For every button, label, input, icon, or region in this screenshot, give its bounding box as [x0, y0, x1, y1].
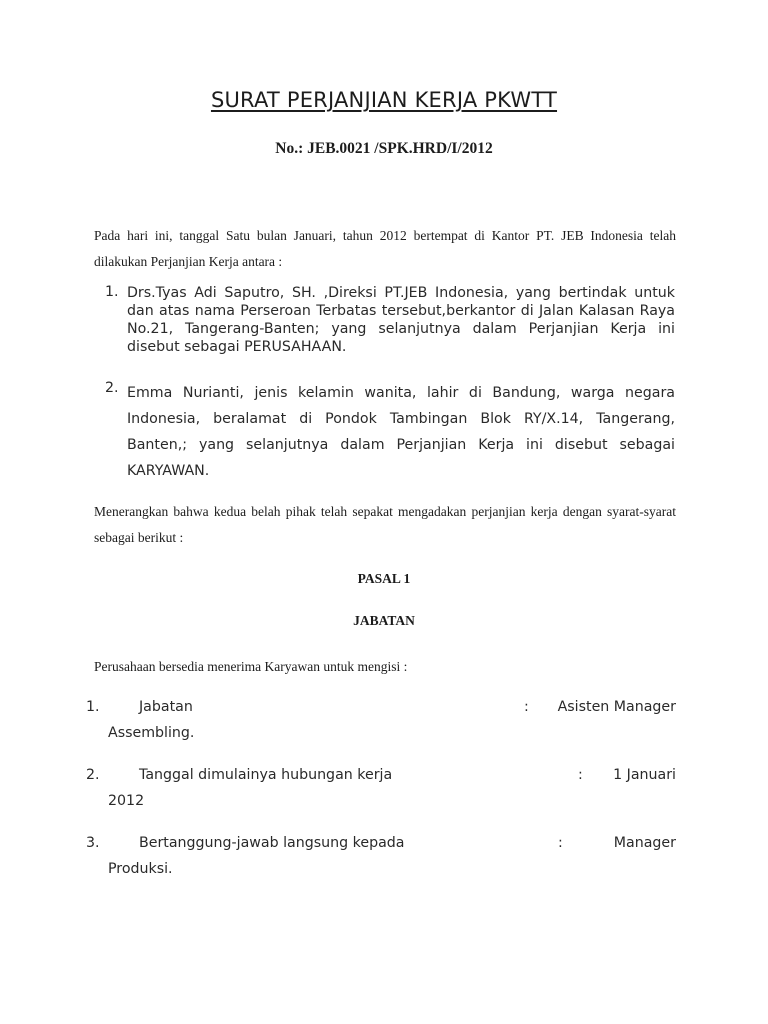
party-number: 2. — [105, 380, 119, 396]
term-value-continued: 2012 — [108, 793, 145, 809]
term-number: 1. — [86, 699, 100, 715]
term-label: Bertanggung-jawab langsung kepada — [139, 835, 405, 851]
article-heading: JABATAN — [353, 613, 415, 628]
term-value: Manager — [613, 835, 676, 851]
term-value-continued: Produksi. — [108, 861, 173, 877]
article-number: PASAL 1 — [357, 571, 411, 586]
opening-paragraph: Pada hari ini, tanggal Satu bulan Januari, tahun 2012 bertempat di Kantor PT. JEB Indonesia telah dilakukan Perjanjian Kerja antara : — [94, 228, 676, 269]
agreement-paragraph: Menerangkan bahwa kedua belah pihak telah sepakat mengadakan perjanjian kerja dengan syarat-syarat sebagai berikut : — [94, 504, 676, 545]
term-label: Tanggal dimulainya hubungan kerja — [139, 767, 393, 783]
term-value: Asisten Manager — [557, 699, 676, 715]
party-text: Drs.Tyas Adi Saputro, SH. ,Direksi PT.JEB Indonesia, yang bertindak untuk dan atas nama Perseroan Terbatas tersebut,berkantor di Jalan Kalasan Raya No.21, Tangerang-Banten; yang selanjutnya dalam Perjanjian Kerja ini disebut sebagai PERUSAHAAN. — [127, 285, 675, 355]
party-text: Emma Nurianti, jenis kelamin wanita, lahir di Bandung, warga negara Indonesia, beralamat di Pondok Tambingan Blok RY/X.14, Tangerang, Banten,; yang selanjutnya dalam Perjanjian Kerja ini disebut sebagai KARYAWAN. — [127, 385, 675, 479]
term-value-continued: Assembling. — [108, 725, 195, 741]
term-number: 3. — [86, 835, 100, 851]
term-value: 1 Januari — [613, 767, 676, 783]
document-title: SURAT PERJANJIAN KERJA PKWTT — [210, 88, 558, 112]
term-colon: : — [558, 835, 563, 851]
term-colon: : — [524, 699, 529, 715]
term-colon: : — [578, 767, 583, 783]
party-number: 1. — [105, 284, 119, 300]
article-intro: Perusahaan bersedia menerima Karyawan untuk mengisi : — [94, 659, 408, 674]
term-label: Jabatan — [139, 699, 193, 715]
document-number: No.: JEB.0021 /SPK.HRD/I/2012 — [275, 140, 493, 157]
term-number: 2. — [86, 767, 100, 783]
